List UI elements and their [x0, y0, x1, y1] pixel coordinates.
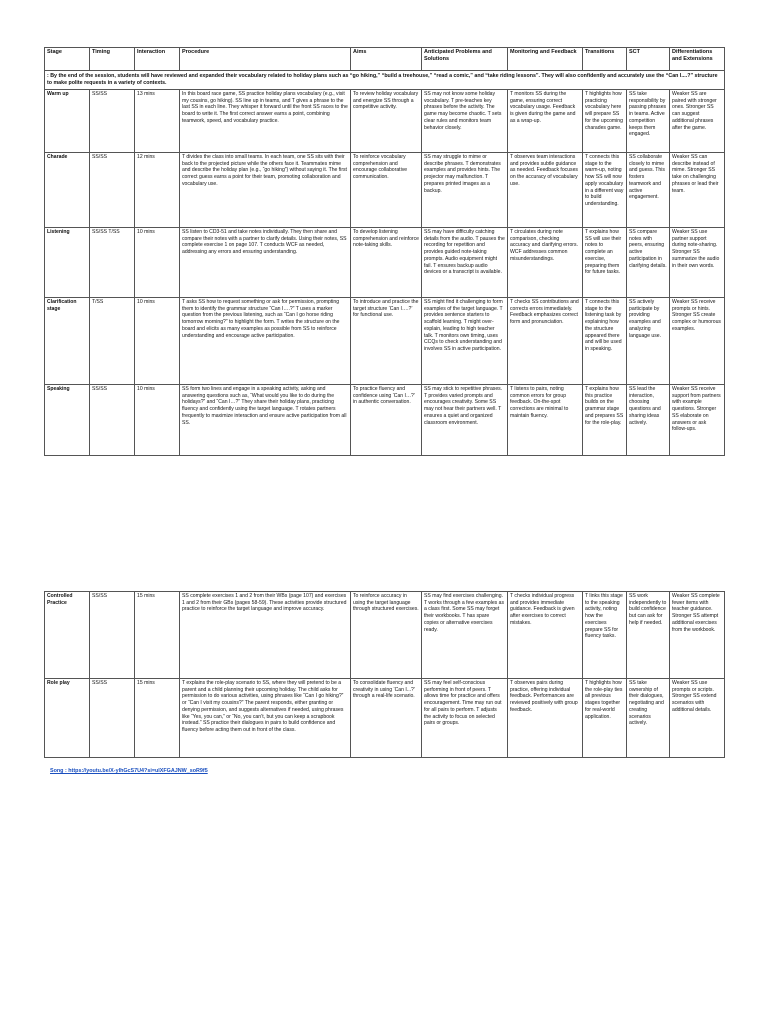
stage-cell: Clarification stage — [45, 297, 90, 384]
interaction-cell: 12 mins — [135, 152, 180, 227]
sct-cell: SS collaborate closely to mime and guess. This fosters teamwork and active engagement. — [627, 152, 670, 227]
table-row — [45, 227, 725, 297]
timing-cell: SS/SS T/SS — [90, 227, 135, 297]
stage-cell: Controlled Practice — [45, 592, 90, 679]
transitions-cell: T explains how SS will use their notes to complete an exercise, preparing them for future tasks. — [583, 227, 627, 297]
aims-cell: To review holiday vocabulary and energize SS through a competitive activity. — [351, 89, 422, 152]
procedure-cell: In this board race game, SS practice holiday plans vocabulary (e.g., visit my cousins, go hiking). SS line up in teams, and T gives a phrase to the last SS in each line. They whisper it forward until the front SS races to the board to write it. The first correct answer earns a point, combining teamwork, speed, and vocabulary practice. — [180, 89, 351, 152]
stage-cell: Role play — [45, 679, 90, 758]
sct-cell: SS lead the interaction, choosing questions and sharing ideas actively. — [627, 384, 670, 455]
interaction-cell: 10 mins — [135, 384, 180, 455]
table-row — [45, 679, 725, 758]
table-row — [45, 89, 725, 152]
aims-cell: To practice fluency and confidence using ‘Can I…?’ in authentic conversation. — [351, 384, 422, 455]
sct-cell: SS work independently to build confidence but can ask for help if needed. — [627, 592, 670, 679]
differentiation-cell: Weaker SS use partner support during note-sharing. Stronger SS summarize the audio in their own words. — [670, 227, 725, 297]
sct-cell: SS take ownership of their dialogues, negotiating and creating scenarios actively. — [627, 679, 670, 758]
timing-cell: SS/SS — [90, 679, 135, 758]
lesson-plan-table-page-1 — [44, 47, 724, 456]
table-row — [45, 297, 725, 384]
table-row — [45, 152, 725, 227]
header-stage: Stage — [45, 48, 90, 71]
header-procedure: Procedure — [180, 48, 351, 71]
procedure-cell: T divides the class into small teams. In each team, one SS sits with their back to the projected picture while the others face it. Teammates mime and describe the holiday plan (e.g., “go hiking”) without saying it. The first correct guess earns a point for their team, promoting collaboration and vocabulary use. — [180, 152, 351, 227]
aims-cell: To reinforce accuracy in using the target language through structured exercises. — [351, 592, 422, 679]
procedure-cell: T explains the role-play scenario to SS, where they will pretend to be a parent and a child planning their upcoming holiday. The child asks for permission to do various activities, using phrases like “Can I go hiking?” or “Can I visit my cousins?” The parent responds, either granting or denying permission, and suggests alternatives if needed, using phrases like “Yes, you can,” or “No, you can’t, but you can keep a scrapbook instead.” SS practice their dialogues in pairs to build confidence and fluency before acting them out in front of the class. — [180, 679, 351, 758]
stage-cell: Speaking — [45, 384, 90, 455]
differentiation-cell: Weaker SS are paired with stronger ones. Stronger SS can suggest additional phrases after the game. — [670, 89, 725, 152]
aims-cell: To reinforce vocabulary comprehension and encourage collaborative communication. — [351, 152, 422, 227]
problems-cell: SS might find it challenging to form examples of the target language. T provides sentence starters to scaffold learning. T might over-explain, leading to high teacher talk. T monitors own timing, uses CCQs to check understanding and involves SS in active participation. — [422, 297, 508, 384]
problems-cell: SS may find exercises challenging. T works through a few examples as a class first. Some SS may forget their workbooks. T has spare copies or alternative exercises ready. — [422, 592, 508, 679]
monitoring-cell: T observes pairs during practice, offering individual feedback. Performances are reviewed positively with group feedback. — [508, 679, 583, 758]
aims-cell: To develop listening comprehension and reinforce note-taking skills. — [351, 227, 422, 297]
timing-cell: SS/SS — [90, 89, 135, 152]
stage-cell: Listening — [45, 227, 90, 297]
timing-cell: SS/SS — [90, 592, 135, 679]
header-row — [45, 48, 725, 71]
interaction-cell: 10 mins — [135, 227, 180, 297]
procedure-cell: SS complete exercises 1 and 2 from their WBs (page 107) and exercises 1 and 2 from their GBs (pages 58-59). These activities provide structured practice to reinforce the target language and improve accuracy. — [180, 592, 351, 679]
aims-cell: To introduce and practice the target structure ‘Can I….?’ for functional use. — [351, 297, 422, 384]
differentiation-cell: Weaker SS receive prompts or hints. Stronger SS create complex or humorous examples. — [670, 297, 725, 384]
header-monitoring: Monitoring and Feedback — [508, 48, 583, 71]
differentiation-cell: Weaker SS receive support from partners with example questions. Stronger SS elaborate on answers or ask follow-ups. — [670, 384, 725, 455]
procedure-cell: SS form two lines and engage in a speaking activity, asking and answering questions such as, “What would you like to do during the holidays?” and “Can I…?” They share their holiday plans, practicing fluency and confidently using the target language. T rotates partners frequently to maximize interaction and ensure active participation from all SS. — [180, 384, 351, 455]
header-differentiations: Differentiations and Extensions — [670, 48, 725, 71]
timing-cell: SS/SS — [90, 384, 135, 455]
timing-cell: T/SS — [90, 297, 135, 384]
aims-cell: To consolidate fluency and creativity in using ‘Can I...?’ through a real-life scenario. — [351, 679, 422, 758]
differentiation-cell: Weaker SS can describe instead of mime. Stronger SS take on challenging phrases or lead their team. — [670, 152, 725, 227]
differentiation-cell: Weaker SS complete fewer items with teacher guidance. Stronger SS attempt additional exercises from the workbook. — [670, 592, 725, 679]
transitions-cell: T highlights how the role-play ties all previous stages together for real-world application. — [583, 679, 627, 758]
problems-cell: SS may not know some holiday vocabulary. T pre-teaches key phrases before the activity. The game may become chaotic. T sets clear rules and monitors team behavior closely. — [422, 89, 508, 152]
interaction-cell: 15 mins — [135, 592, 180, 679]
transitions-cell: T highlights how practicing vocabulary here will prepare SS for the upcoming charades game. — [583, 89, 627, 152]
header-sct: SCT — [627, 48, 670, 71]
monitoring-cell: T observes team interactions and provides subtle guidance as needed. Feedback focuses on the accuracy of vocabulary use. — [508, 152, 583, 227]
header-transitions: Transitions — [583, 48, 627, 71]
transitions-cell: T explains how this practice builds on the grammar stage and prepares SS for the role-play. — [583, 384, 627, 455]
monitoring-cell: T checks SS contributions and corrects errors immediately. Feedback emphasizes correct form and pronunciation. — [508, 297, 583, 384]
lesson-plan-table-page-2 — [44, 591, 724, 758]
table-row — [45, 384, 725, 455]
goal-row — [45, 71, 725, 90]
differentiation-cell: Weaker SS use prompts or scripts. Stronger SS extend scenarios with additional details. — [670, 679, 725, 758]
interaction-cell: 10 mins — [135, 297, 180, 384]
transitions-cell: T links this stage to the speaking activity, noting how the exercises prepare SS for fluency tasks. — [583, 592, 627, 679]
timing-cell: SS/SS — [90, 152, 135, 227]
sct-cell: SS compare notes with peers, ensuring active participation in clarifying details. — [627, 227, 670, 297]
problems-cell: SS may struggle to mime or describe phrases. T demonstrates examples and provides hints. The projector may malfunction. T prepares printed images as a backup. — [422, 152, 508, 227]
monitoring-cell: T listens to pairs, noting common errors for group feedback. On-the-spot corrections are minimal to maintain fluency. — [508, 384, 583, 455]
monitoring-cell: T checks individual progress and provides immediate guidance. Feedback is given after exercises to correct mistakes. — [508, 592, 583, 679]
header-timing: Timing — [90, 48, 135, 71]
table-row — [45, 592, 725, 679]
header-aims: Aims — [351, 48, 422, 71]
song-link[interactable]: Song : https://youtu.be/X-ylhGcS7U4?si=ulXFGAJNW_soR9f5 — [50, 768, 208, 774]
transitions-cell: T connects this stage to the warm-up, noting how SS will now apply vocabulary in a different way to build understanding. — [583, 152, 627, 227]
header-problems: Anticipated Problems and Solutions — [422, 48, 508, 71]
sct-cell: SS actively participate by providing examples and analyzing language use. — [627, 297, 670, 384]
stage-cell: Charade — [45, 152, 90, 227]
sct-cell: SS take responsibility by passing phrases in teams. Active competition keeps them engaged. — [627, 89, 670, 152]
procedure-cell: T asks SS how to request something or ask for permission, prompting them to identify the grammar structure “Can I….?” T uses a marker question from the previous listening, such as “Can I go horse riding tomorrow morning?” to highlight the form. T writes the structure on the board and elicits as many examples as possible from SS to reinforce understanding and encourage active participation. — [180, 297, 351, 384]
problems-cell: SS may have difficulty catching details from the audio. T pauses the recording for repetition and provides guided note-taking prompts. Audio equipment might fail. T ensures backup audio devices or a transcript is available. — [422, 227, 508, 297]
monitoring-cell: T monitors SS during the game, ensuring correct vocabulary usage. Feedback is given during the game and as a wrap-up. — [508, 89, 583, 152]
transitions-cell: T connects this stage to the listening task by explaining how the structure appeared there and will be used in speaking. — [583, 297, 627, 384]
procedure-cell: SS listen to CD3-51 and take notes individually. They then share and compare their notes with a partner to clarify details. Using their notes, SS complete exercise 1 on page 107. T conducts WCF as needed, addressing any errors and ensuring understanding. — [180, 227, 351, 297]
problems-cell: SS may feel self-conscious performing in front of peers. T allows time for practice and offers encouragement. Time may run out for all pairs to perform. T adjusts the activity to focus on selected pairs or groups. — [422, 679, 508, 758]
session-goal: : By the end of the session, students will have reviewed and expanded their vocabulary related to holiday plans such as “go hiking,” “build a treehouse,” “read a comic,” and “take riding lessons”. They will also confidently and accurately use the “Can I....?” structure to make polite requests in a variety of contexts. — [45, 71, 725, 90]
header-interaction: Interaction — [135, 48, 180, 71]
stage-cell: Warm up — [45, 89, 90, 152]
interaction-cell: 13 mins — [135, 89, 180, 152]
monitoring-cell: T circulates during note comparison, checking accuracy and clarifying errors. WCF addresses common misunderstandings. — [508, 227, 583, 297]
interaction-cell: 15 mins — [135, 679, 180, 758]
problems-cell: SS may stick to repetitive phrases. T provides varied prompts and encourages creativity. Some SS may not hear their partners well. T ensures a quiet and organized classroom environment. — [422, 384, 508, 455]
